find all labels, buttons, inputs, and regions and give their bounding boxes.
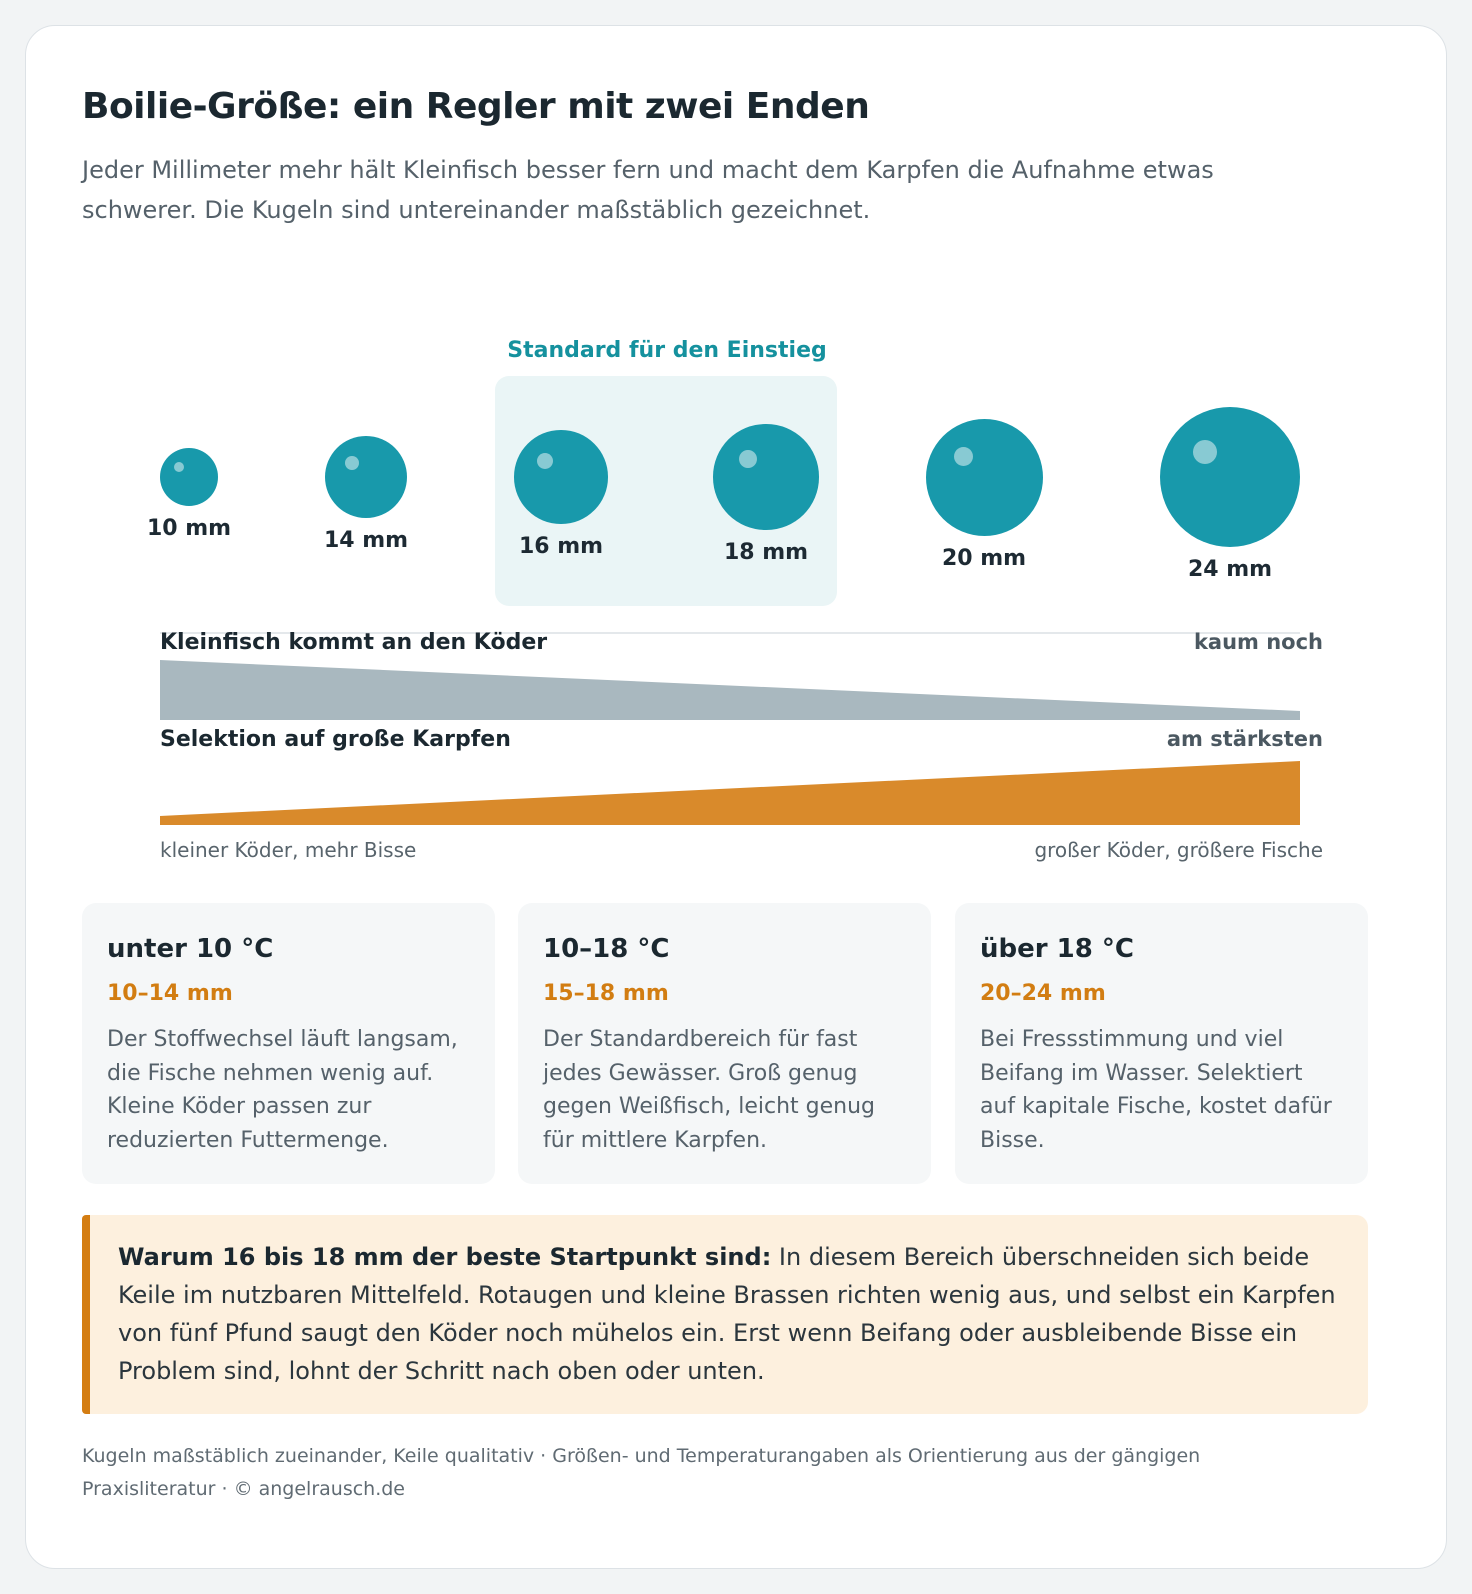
temp-size: 10–14 mm <box>107 981 233 1006</box>
temp-range: unter 10 °C <box>107 934 274 964</box>
temp-range: 10–18 °C <box>543 934 670 964</box>
temp-range: über 18 °C <box>980 934 1134 964</box>
boilie-ball-16mm <box>514 430 608 524</box>
wedge-end-selection: am stärksten <box>1166 727 1323 751</box>
recommendation-note <box>82 1215 1368 1414</box>
page-title: Boilie-Größe: ein Regler mit zwei Enden <box>82 86 870 127</box>
axis-label-right: großer Köder, größere Fische <box>1034 838 1323 862</box>
ball-highlight <box>345 456 359 470</box>
temp-text: Bei Fressstimmung und viel Beifang im Wasser. Selektiert auf kapitale Fische, kostet dafür Bisse. <box>980 1027 1332 1153</box>
ball-highlight <box>1193 440 1217 464</box>
standard-range-label: Standard für den Einstieg <box>507 338 827 363</box>
boilie-size-label: 24 mm <box>1187 557 1273 583</box>
ball-highlight <box>739 450 757 468</box>
note-lead: Warum 16 bis 18 mm der beste Startpunkt sind: <box>118 1243 772 1271</box>
wedge-title-selection: Selektion auf große Karpfen <box>160 727 511 752</box>
temp-size: 15–18 mm <box>543 981 669 1006</box>
ball-highlight <box>954 447 974 467</box>
note-text: In diesem Bereich überschneiden sich beide Keile im nutzbaren Mittelfeld. Rotaugen und kleine Brassen richten wenig aus, und selbst ein Karpfen von fünf Pfund saugt den Köder noch mühelos ein. Erst wenn Beifang oder ausbleibende Bisse ein Problem sind, lohnt der Schritt nach oben oder unten. <box>118 1243 1336 1385</box>
wedge-end-small-fish: kaum noch <box>1193 630 1323 654</box>
boilie-size-label: 20 mm <box>941 545 1027 571</box>
ball-highlight <box>537 453 553 469</box>
boilie-size-label: 10 mm <box>146 516 232 542</box>
temp-text: Der Standardbereich für fast jedes Gewässer. Groß genug gegen Weißfisch, leicht genug für mittlere Karpfen. <box>543 1027 876 1153</box>
boilie-ball-20mm <box>926 419 1043 536</box>
boilie-ball-18mm <box>713 424 818 529</box>
boilie-ball-14mm <box>325 436 407 518</box>
boilie-ball-10mm <box>160 448 219 507</box>
wedge-title-small-fish: Kleinfisch kommt an den Köder <box>160 630 548 655</box>
temp-size: 20–24 mm <box>980 981 1106 1006</box>
wedge-small-fish <box>160 660 1300 720</box>
boilie-size-label: 16 mm <box>518 533 604 559</box>
wedge-selection <box>160 761 1300 825</box>
subtitle: Jeder Millimeter mehr hält Kleinfisch besser fern und macht dem Karpfen die Aufnahme etwas schwerer. Die Kugeln sind untereinander maßstäblich gezeichnet. <box>82 156 1214 224</box>
footnote: Kugeln maßstäblich zueinander, Keile qualitativ · Größen- und Temperaturangaben als Orientierung aus der gängigen Praxisliteratur · © angelrausch.de <box>82 1445 1201 1500</box>
infographic-card <box>25 25 1447 1569</box>
boilie-size-label: 14 mm <box>323 527 409 553</box>
axis-label-left: kleiner Köder, mehr Bisse <box>160 838 417 862</box>
temp-text: Der Stoffwechsel läuft langsam, die Fische nehmen wenig auf. Kleine Köder passen zur reduzierten Futtermenge. <box>107 1027 458 1153</box>
boilie-size-label: 18 mm <box>723 539 809 565</box>
temp-card-mild <box>518 903 931 1184</box>
ball-highlight <box>174 462 184 472</box>
temp-card-cold <box>82 903 495 1184</box>
boilie-ball-24mm <box>1160 407 1300 547</box>
temp-card-warm <box>955 903 1368 1184</box>
